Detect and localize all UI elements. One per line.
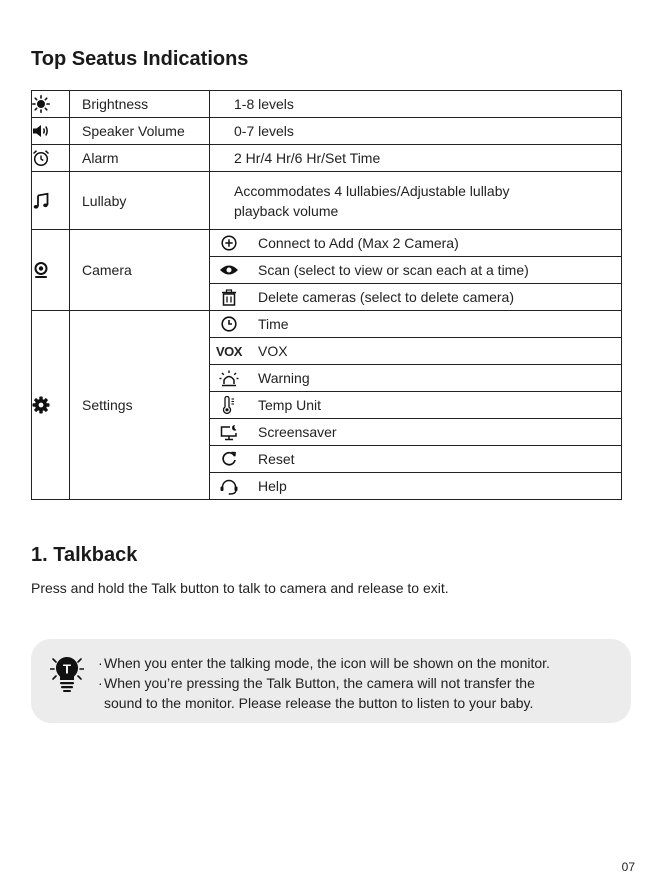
brightness-icon	[32, 95, 69, 113]
clock-icon	[216, 316, 242, 332]
table-row	[32, 91, 622, 118]
settings-sub-item: Temp Unit	[210, 392, 622, 419]
warning-light-icon	[216, 370, 242, 387]
lightbulb-tip-icon	[50, 653, 84, 698]
section-heading: 1. Talkback	[31, 544, 138, 566]
headset-help-icon	[216, 478, 242, 495]
row-value: 1-8 levels	[210, 91, 622, 118]
settings-sub-item: Help	[210, 473, 622, 500]
table-row	[32, 311, 622, 338]
reset-icon	[216, 451, 242, 467]
eye-icon	[216, 264, 242, 276]
settings-sub-item: Screensaver	[210, 419, 622, 446]
table-row	[32, 172, 622, 230]
brightness-icon-cell	[32, 91, 70, 118]
row-value: 0-7 levels	[210, 118, 622, 145]
camera-sub-item: Connect to Add (Max 2 Camera)	[210, 230, 622, 257]
tip-icon-letter: T	[63, 661, 71, 677]
camera-icon	[32, 261, 69, 279]
screensaver-icon	[216, 424, 242, 441]
trash-icon	[216, 289, 242, 306]
row-value: 2 Hr/4 Hr/6 Hr/Set Time	[210, 145, 622, 172]
tip-line: sound to the monitor. Please release the button to listen to your baby.	[104, 695, 534, 711]
status-indications-table	[31, 90, 622, 500]
row-value: Accommodates 4 lullabies/Adjustable lullaby playback volume	[210, 172, 622, 230]
settings-sub-item: VOX VOX	[210, 338, 622, 365]
tip-line: ·When you’re pressing the Talk Button, the camera will not transfer the	[98, 675, 535, 691]
settings-sub-item: Reset	[210, 446, 622, 473]
camera-sub-item: Delete cameras (select to delete camera)	[210, 284, 622, 311]
row-label: Lullaby	[70, 172, 210, 230]
row-label: Settings	[70, 311, 210, 500]
music-note-icon	[32, 192, 69, 210]
page-number: 07	[621, 860, 635, 874]
row-label: Camera	[70, 230, 210, 311]
speaker-volume-icon	[32, 123, 69, 139]
row-label: Brightness	[70, 91, 210, 118]
settings-sub-item: Warning	[210, 365, 622, 392]
camera-sub-item: Scan (select to view or scan each at a time)	[210, 257, 622, 284]
table-row	[32, 145, 622, 172]
table-row	[32, 118, 622, 145]
page-title: Top Seatus Indications	[31, 48, 249, 70]
vox-icon: VOX	[216, 343, 242, 359]
alarm-clock-icon	[32, 149, 69, 167]
tip-box	[31, 639, 631, 723]
tip-line: ·When you enter the talking mode, the icon will be shown on the monitor.	[98, 655, 550, 671]
plus-circle-icon	[216, 235, 242, 251]
section-text: Press and hold the Talk button to talk to camera and release to exit.	[31, 580, 449, 596]
tip-text	[98, 653, 550, 713]
row-label: Speaker Volume	[70, 118, 210, 145]
thermometer-icon	[216, 396, 242, 414]
row-label: Alarm	[70, 145, 210, 172]
settings-sub-item: Time	[210, 311, 622, 338]
gear-icon	[32, 396, 69, 414]
table-row	[32, 230, 622, 257]
